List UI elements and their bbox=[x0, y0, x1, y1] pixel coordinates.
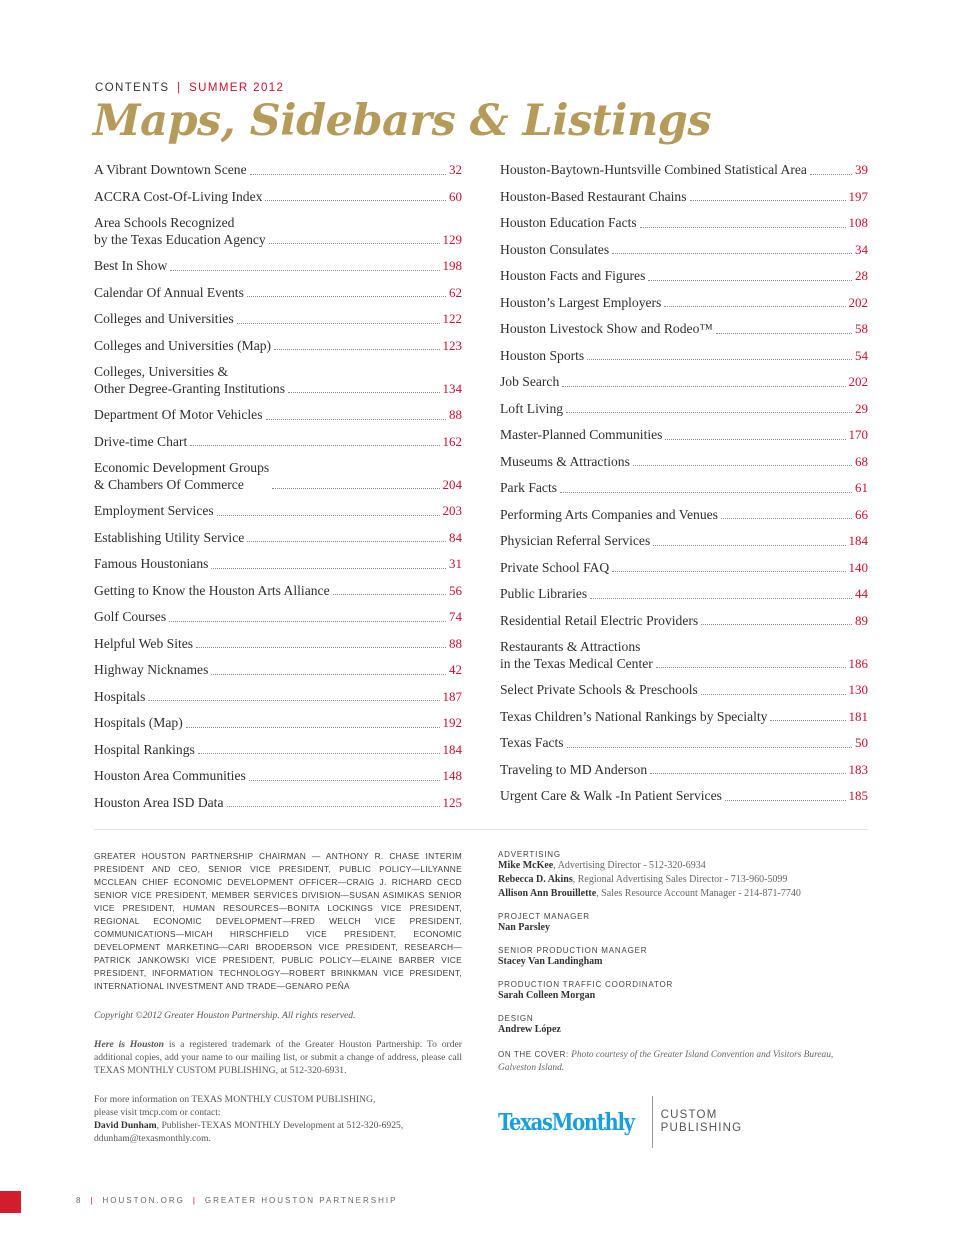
trademark-text: is a registered trademark of the Greater Houston Partnership. To order additional copies, add your name to our mailing list, or submit a change of address, please call TEXAS MONTHLY CUSTOM PUBLISHING, at 512-320-6931. bbox=[94, 1039, 462, 1076]
toc-page-number: 186 bbox=[848, 655, 868, 671]
toc-entry-title: Houston Facts and Figures bbox=[500, 268, 646, 283]
toc-entry-title: Houston-Baytown-Huntsville Combined Statistical Area bbox=[500, 162, 807, 177]
toc-page-number: 202 bbox=[848, 294, 868, 310]
more-info-line-2: please visit tmcp.com or contact: bbox=[94, 1107, 221, 1118]
toc-page-number: 129 bbox=[442, 231, 462, 247]
toc-entry[interactable] bbox=[94, 715, 462, 732]
toc-page-number: 50 bbox=[855, 735, 868, 750]
toc-page-number: 187 bbox=[442, 688, 462, 704]
toc-leader-dots bbox=[186, 727, 440, 728]
toc-entry[interactable] bbox=[94, 556, 462, 573]
toc-entry-title: Master-Planned Communities bbox=[500, 427, 663, 442]
logo-divider bbox=[652, 1096, 653, 1148]
toc-page-number: 84 bbox=[449, 529, 462, 545]
toc-entry-title: Houston Livestock Show and Rodeo™ bbox=[500, 321, 713, 336]
senior-production-manager bbox=[498, 955, 868, 969]
page-title: Maps, Sidebars & Listings bbox=[93, 96, 712, 146]
toc-entry[interactable] bbox=[500, 639, 868, 672]
toc-entry[interactable] bbox=[94, 338, 462, 355]
toc-leader-dots bbox=[650, 773, 845, 774]
toc-page-number: 88 bbox=[449, 635, 462, 651]
toc-leader-dots bbox=[653, 545, 845, 546]
toc-entry-title: Best In Show bbox=[94, 258, 168, 273]
toc-page-number: 74 bbox=[449, 609, 462, 624]
staff-listing: GREATER HOUSTON PARTNERSHIP CHAIRMAN — ANTHONY R. CHASE INTERIM PRESIDENT AND CEO, SENIOR VICE PRESIDENT, PUBLIC POLICY—LILYANNE MCCLEAN CHIEF ECONOMIC DEVELOPMENT OFFICER—CRAIG J. RICHARD CECD SENIOR VICE PRESIDENT, MEMBER SERVICES DIVISION—SUSAN ASIMIKAS SENIOR VICE PRESIDENT, HUMAN RESOURCES—BONITA LOCKINGS VICE PRESIDENT, REGIONAL ECONOMIC DEVELOPMENT—FRED WELCH VICE PRESIDENT, COMMUNICATIONS—MICAH HIRSCHFIELD VICE PRESIDENT, ECONOMIC DEVELOPMENT MARKETING—CARI BRODERSON VICE PRESIDENT, RESEARCH—PATRICK JANKOWSKI VICE PRESIDENT, PUBLIC POLICY—ELAINE BARBER VICE PRESIDENT, INFORMATION TECHNOLOGY—ROBERT BRINKMAN VICE PRESIDENT, INTERNATIONAL INVESTMENT AND TRADE—GENARO PEÑA bbox=[94, 851, 462, 991]
toc-entry-title: Select Private Schools & Preschools bbox=[500, 682, 698, 697]
toc-page-number: 29 bbox=[855, 400, 868, 416]
project-manager bbox=[498, 921, 868, 935]
toc-entry-title: Employment Services bbox=[94, 503, 214, 518]
copyright-notice: Copyright ©2012 Greater Houston Partnership. All rights reserved. bbox=[94, 1010, 356, 1021]
toc-leader-dots bbox=[265, 200, 446, 201]
toc-page-number: 54 bbox=[855, 347, 868, 363]
toc-entry[interactable] bbox=[500, 215, 868, 232]
toc-entry[interactable] bbox=[94, 215, 462, 248]
toc-entry[interactable] bbox=[500, 427, 868, 444]
toc-page-number: 108 bbox=[848, 215, 868, 230]
toc-leader-dots bbox=[249, 780, 440, 781]
toc-entry[interactable] bbox=[500, 735, 868, 752]
senior-production-manager-role: SENIOR PRODUCTION MANAGER bbox=[498, 946, 648, 955]
toc-page-number: 198 bbox=[442, 258, 462, 273]
toc-page-number: 170 bbox=[848, 427, 868, 442]
toc-leader-dots bbox=[274, 349, 439, 350]
toc-leader-dots bbox=[266, 419, 447, 420]
design-role: DESIGN bbox=[498, 1014, 534, 1023]
trademark-name: Here is Houston bbox=[94, 1039, 164, 1050]
toc-leader-dots bbox=[664, 306, 845, 307]
header-separator: | bbox=[177, 82, 182, 94]
traffic-coordinator-role: PRODUCTION TRAFFIC COORDINATOR bbox=[498, 980, 674, 989]
toc-page-number: 162 bbox=[442, 433, 462, 449]
toc-entry[interactable] bbox=[500, 586, 868, 603]
toc-entry[interactable] bbox=[500, 480, 868, 497]
toc-entry[interactable] bbox=[500, 533, 868, 550]
toc-leader-dots bbox=[665, 439, 845, 440]
toc-page-number: 32 bbox=[449, 162, 462, 177]
advertising-person bbox=[498, 873, 868, 887]
toc-leader-dots bbox=[690, 200, 846, 201]
person-name: Sarah Colleen Morgan bbox=[498, 990, 596, 1001]
toc-entry[interactable] bbox=[500, 560, 868, 577]
logo-line-2: PUBLISHING bbox=[660, 1122, 743, 1134]
toc-leader-dots bbox=[169, 621, 446, 622]
toc-entry-title: Famous Houstonians bbox=[94, 556, 209, 571]
toc-entry[interactable] bbox=[94, 742, 462, 759]
footer-site: HOUSTON.ORG bbox=[102, 1196, 185, 1205]
toc-entry[interactable] bbox=[500, 162, 868, 179]
person-name: Nan Parsley bbox=[498, 922, 550, 933]
toc-leader-dots bbox=[716, 333, 852, 334]
toc-leader-dots bbox=[566, 412, 852, 413]
toc-page-number: 181 bbox=[848, 708, 868, 724]
logo-line-1: CUSTOM bbox=[660, 1109, 718, 1121]
toc-entry-title: Hospitals bbox=[94, 688, 146, 704]
toc-entry-title: Texas Facts bbox=[500, 735, 564, 750]
toc-leader-dots bbox=[190, 445, 439, 446]
toc-leader-dots bbox=[587, 359, 852, 360]
toc-leader-dots bbox=[725, 800, 846, 801]
toc-entry[interactable] bbox=[500, 682, 868, 699]
person-detail: , Advertising Director - 512-320-6934 bbox=[553, 860, 706, 871]
toc-page-number: 89 bbox=[855, 612, 868, 628]
toc-leader-dots bbox=[770, 720, 845, 721]
toc-entry-title: Restaurants & Attractions in the Texas Medical Center bbox=[500, 639, 653, 671]
toc-page-number: 203 bbox=[442, 503, 462, 518]
toc-page-number: 140 bbox=[848, 559, 868, 575]
toc-page-number: 134 bbox=[442, 380, 462, 396]
footer-separator: | bbox=[90, 1196, 95, 1205]
toc-entry-title: Houston Area ISD Data bbox=[94, 794, 224, 810]
project-manager-role: PROJECT MANAGER bbox=[498, 912, 590, 921]
toc-entry[interactable] bbox=[94, 258, 462, 275]
toc-entry-title: Getting to Know the Houston Arts Alliance bbox=[94, 582, 330, 598]
toc-page-number: 125 bbox=[442, 794, 462, 810]
toc-entry-title: Economic Development Groups & Chambers Of Commerce bbox=[94, 460, 270, 492]
toc-page-number: 44 bbox=[855, 586, 868, 601]
toc-leader-dots bbox=[701, 694, 846, 695]
toc-leader-dots bbox=[701, 624, 852, 625]
toc-page-number: 68 bbox=[855, 453, 868, 469]
toc-page-number: 204 bbox=[442, 476, 462, 492]
toc-entry-title: Establishing Utility Service bbox=[94, 529, 245, 545]
toc-page-number: 184 bbox=[848, 533, 868, 548]
toc-leader-dots bbox=[211, 568, 446, 569]
toc-leader-dots bbox=[247, 296, 446, 297]
toc-entry-title: Park Facts bbox=[500, 480, 558, 495]
toc-entry[interactable] bbox=[500, 762, 868, 779]
toc-leader-dots bbox=[250, 174, 446, 175]
toc-page-number: 185 bbox=[848, 788, 868, 803]
toc-entry-title: Physician Referral Services bbox=[500, 533, 651, 548]
toc-leader-dots bbox=[217, 515, 440, 516]
toc-entry-title: Houston’s Largest Employers bbox=[500, 294, 662, 310]
toc-entry[interactable] bbox=[94, 364, 462, 397]
toc-entry[interactable] bbox=[500, 348, 868, 365]
toc-entry-title: Highway Nicknames bbox=[94, 662, 209, 677]
person-name: Allison Ann Brouillette bbox=[498, 888, 597, 899]
toc-leader-dots bbox=[227, 806, 440, 807]
toc-leader-dots bbox=[633, 465, 852, 466]
toc-entry[interactable] bbox=[94, 311, 462, 328]
designer bbox=[498, 1023, 868, 1037]
toc-entry[interactable] bbox=[500, 401, 868, 418]
toc-entry-title: Colleges and Universities (Map) bbox=[94, 337, 272, 353]
toc-entry[interactable] bbox=[94, 162, 462, 179]
contact-name: David Dunham bbox=[94, 1120, 157, 1131]
page-footer bbox=[76, 1196, 397, 1205]
toc-entry[interactable] bbox=[500, 268, 868, 285]
more-info-line-1: For more information on TEXAS MONTHLY CUSTOM PUBLISHING, bbox=[94, 1094, 376, 1105]
toc-leader-dots bbox=[640, 227, 846, 228]
cover-credit bbox=[498, 1048, 868, 1075]
toc-entry[interactable] bbox=[94, 636, 462, 653]
toc-leader-dots bbox=[269, 243, 440, 244]
toc-leader-dots bbox=[288, 392, 439, 393]
toc-leader-dots bbox=[721, 518, 852, 519]
toc-entry[interactable] bbox=[500, 454, 868, 471]
toc-entry-title: Public Libraries bbox=[500, 586, 588, 601]
toc-page-number: 60 bbox=[449, 188, 462, 204]
toc-entry-title: Drive-time Chart bbox=[94, 433, 188, 449]
page-number: 8 bbox=[76, 1196, 83, 1205]
toc-entry[interactable] bbox=[500, 507, 868, 524]
cover-text: Photo courtesy of the Greater Island Convention and Visitors Bureau, Galveston Island. bbox=[498, 1050, 834, 1073]
toc-entry-title: Museums & Attractions bbox=[500, 453, 630, 469]
traffic-coordinator bbox=[498, 989, 868, 1003]
toc-page-number: 61 bbox=[855, 480, 868, 495]
section-label: CONTENTS bbox=[95, 82, 170, 94]
publishing-credits bbox=[498, 850, 868, 1075]
toc-entry-title: Colleges and Universities bbox=[94, 311, 234, 326]
toc-leader-dots bbox=[237, 323, 440, 324]
toc-entry[interactable] bbox=[500, 321, 868, 338]
toc-page-number: 28 bbox=[855, 268, 868, 283]
toc-entry-title: Job Search bbox=[500, 374, 560, 389]
toc-entry-title: Hospital Rankings bbox=[94, 741, 195, 757]
logo-brand: TexasMonthly bbox=[498, 1108, 634, 1136]
toc-left-column bbox=[94, 162, 462, 821]
toc-entry-title: Performing Arts Companies and Venues bbox=[500, 506, 718, 522]
logo-subtitle bbox=[661, 1109, 743, 1135]
toc-leader-dots bbox=[648, 280, 852, 281]
toc-entry-title: Houston Area Communities bbox=[94, 768, 246, 783]
toc-entry[interactable] bbox=[94, 460, 462, 493]
toc-leader-dots bbox=[170, 270, 439, 271]
toc-page-number: 62 bbox=[449, 284, 462, 300]
toc-page-number: 192 bbox=[442, 715, 462, 730]
toc-page-number: 31 bbox=[449, 556, 462, 571]
toc-entry-title: Residential Retail Electric Providers bbox=[500, 612, 699, 628]
toc-page-number: 34 bbox=[855, 241, 868, 257]
toc-page-number: 88 bbox=[449, 407, 462, 422]
toc-page-number: 42 bbox=[449, 662, 462, 677]
toc-leader-dots bbox=[562, 386, 845, 387]
section-divider bbox=[94, 829, 868, 830]
cover-label: ON THE COVER: bbox=[498, 1050, 569, 1059]
toc-page-number: 202 bbox=[848, 374, 868, 389]
toc-entry[interactable] bbox=[500, 242, 868, 259]
toc-entry[interactable] bbox=[94, 407, 462, 424]
toc-entry-title: Houston-Based Restaurant Chains bbox=[500, 188, 687, 204]
toc-entry-title: Traveling to MD Anderson bbox=[500, 761, 648, 777]
toc-entry[interactable] bbox=[500, 374, 868, 391]
toc-entry[interactable] bbox=[94, 689, 462, 706]
toc-entry-title: Urgent Care & Walk -In Patient Services bbox=[500, 788, 722, 803]
toc-leader-dots bbox=[198, 753, 440, 754]
footer-color-block bbox=[0, 1191, 21, 1213]
toc-entry-title: Calendar Of Annual Events bbox=[94, 284, 244, 300]
toc-entry-title: A Vibrant Downtown Scene bbox=[94, 162, 247, 177]
person-detail: , Regional Advertising Sales Director - 713-960-5099 bbox=[572, 874, 788, 885]
contents-kicker bbox=[95, 82, 284, 94]
toc-entry-title: Texas Children’s National Rankings by Specialty bbox=[500, 708, 768, 724]
toc-leader-dots bbox=[196, 647, 446, 648]
toc-entry[interactable] bbox=[500, 613, 868, 630]
toc-right-column bbox=[500, 162, 868, 815]
toc-page-number: 56 bbox=[449, 582, 462, 598]
toc-leader-dots bbox=[567, 747, 852, 748]
toc-entry-title: Private School FAQ bbox=[500, 559, 610, 575]
toc-page-number: 183 bbox=[848, 761, 868, 777]
person-detail: , Sales Resource Account Manager - 214-871-7740 bbox=[596, 888, 801, 899]
toc-page-number: 148 bbox=[442, 768, 462, 783]
toc-leader-dots bbox=[333, 594, 446, 595]
toc-page-number: 197 bbox=[848, 188, 868, 204]
contact-email: ddunham@texasmonthly.com. bbox=[94, 1133, 211, 1144]
toc-entry[interactable] bbox=[94, 583, 462, 600]
toc-entry-title: Houston Consulates bbox=[500, 241, 610, 257]
toc-entry[interactable] bbox=[94, 285, 462, 302]
toc-entry[interactable] bbox=[500, 189, 868, 206]
toc-leader-dots bbox=[810, 174, 852, 175]
advertising-person bbox=[498, 859, 868, 873]
toc-entry-title: ACCRA Cost-Of-Living Index bbox=[94, 188, 263, 204]
footer-separator: | bbox=[192, 1196, 197, 1205]
trademark-notice bbox=[94, 1038, 462, 1077]
toc-page-number: 130 bbox=[848, 682, 868, 697]
toc-entry-title: Loft Living bbox=[500, 400, 564, 416]
person-name: Andrew López bbox=[498, 1024, 561, 1035]
toc-entry[interactable] bbox=[500, 295, 868, 312]
partnership-credits bbox=[94, 850, 462, 1145]
toc-entry-title: Hospitals (Map) bbox=[94, 715, 183, 730]
toc-leader-dots bbox=[211, 674, 446, 675]
toc-entry-title: Golf Courses bbox=[94, 609, 167, 624]
toc-entry[interactable] bbox=[94, 662, 462, 679]
footer-org: GREATER HOUSTON PARTNERSHIP bbox=[204, 1196, 398, 1205]
toc-entry-title: Area Schools Recognized by the Texas Education Agency bbox=[94, 215, 266, 247]
toc-leader-dots bbox=[272, 488, 439, 489]
person-name: Rebecca D. Akins bbox=[498, 874, 573, 885]
toc-entry[interactable] bbox=[500, 788, 868, 805]
toc-entry[interactable] bbox=[94, 434, 462, 451]
contact-line bbox=[94, 1119, 462, 1132]
toc-leader-dots bbox=[656, 667, 846, 668]
texas-monthly-custom-publishing-logo bbox=[498, 1095, 742, 1149]
toc-page-number: 122 bbox=[442, 311, 462, 326]
toc-entry[interactable] bbox=[94, 768, 462, 785]
toc-page-number: 66 bbox=[855, 506, 868, 522]
toc-leader-dots bbox=[560, 492, 852, 493]
season-label: SUMMER 2012 bbox=[189, 82, 285, 94]
advertising-role: ADVERTISING bbox=[498, 850, 561, 859]
toc-leader-dots bbox=[612, 571, 845, 572]
toc-entry-title: Houston Education Facts bbox=[500, 215, 637, 230]
toc-entry-title: Houston Sports bbox=[500, 347, 585, 363]
toc-entry-title: Colleges, Universities & Other Degree-Granting Institutions bbox=[94, 364, 286, 396]
toc-leader-dots bbox=[247, 541, 446, 542]
contact-detail: , Publisher-TEXAS MONTHLY Development at 512-320-6925, bbox=[156, 1120, 404, 1131]
toc-page-number: 123 bbox=[442, 337, 462, 353]
toc-leader-dots bbox=[148, 700, 439, 701]
advertising-person bbox=[498, 887, 868, 901]
toc-entry[interactable] bbox=[94, 503, 462, 520]
person-name: Stacey Van Landingham bbox=[498, 956, 603, 967]
toc-entry[interactable] bbox=[94, 609, 462, 626]
toc-leader-dots bbox=[612, 253, 852, 254]
toc-leader-dots bbox=[590, 598, 852, 599]
more-info bbox=[94, 1093, 462, 1145]
toc-entry-title: Helpful Web Sites bbox=[94, 635, 194, 651]
toc-page-number: 39 bbox=[855, 162, 868, 177]
toc-entry[interactable] bbox=[94, 189, 462, 206]
toc-entry-title: Department Of Motor Vehicles bbox=[94, 407, 263, 422]
toc-page-number: 184 bbox=[442, 741, 462, 757]
person-name: Mike McKee bbox=[498, 860, 554, 871]
toc-entry[interactable] bbox=[94, 795, 462, 812]
toc-entry[interactable] bbox=[500, 709, 868, 726]
toc-page-number: 58 bbox=[855, 321, 868, 336]
toc-entry[interactable] bbox=[94, 530, 462, 547]
